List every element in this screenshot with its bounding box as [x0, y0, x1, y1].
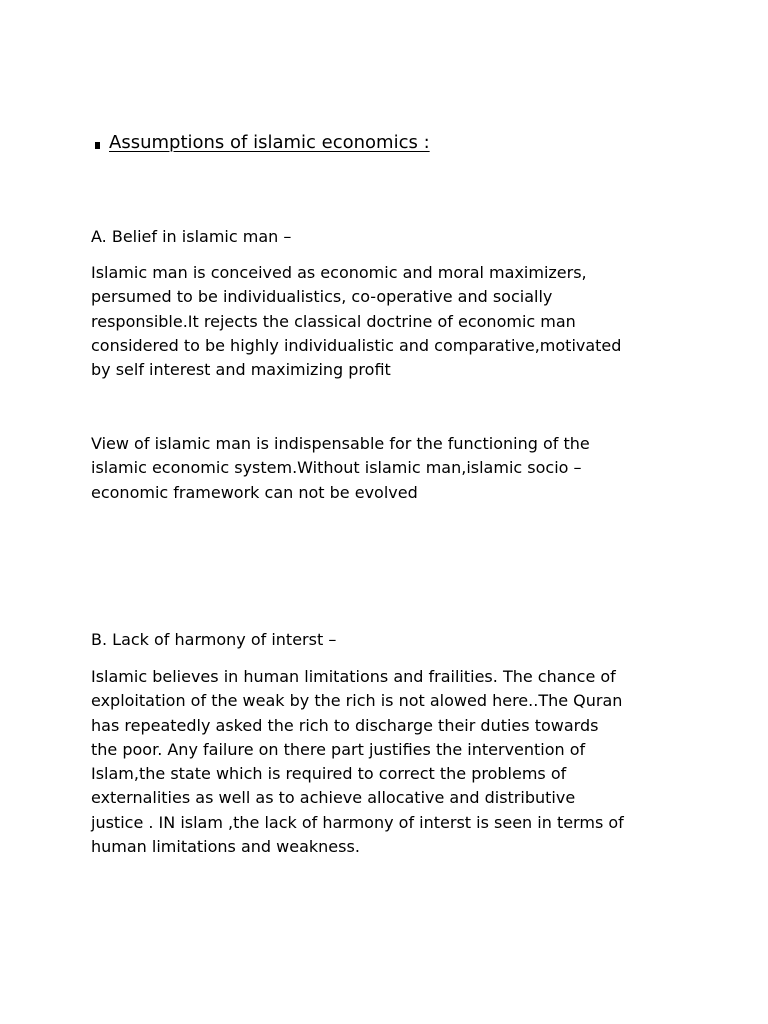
section-a-title: A. Belief in islamic man – — [91, 227, 292, 246]
section-b-title: B. Lack of harmony of interst – — [91, 630, 337, 649]
section-b-paragraph-1 — [91, 665, 691, 859]
text-line: View of islamic man is indispensable for the functioning of the — [91, 434, 590, 453]
text-line: persumed to be individualistics, co-operative and socially — [91, 287, 553, 307]
text-line: by self interest and maximizing profit — [91, 360, 391, 380]
text-line: islamic economic system.Without islamic man,islamic socio – — [91, 458, 582, 478]
section-a-paragraph-1 — [91, 261, 691, 382]
text-line: exploitation of the weak by the rich is not alowed here..The Quran — [91, 691, 623, 711]
document-heading — [91, 131, 430, 155]
text-line: Islamic believes in human limitations and frailities. The chance of — [91, 667, 616, 686]
text-line: the poor. Any failure on there part justifies the intervention of — [91, 739, 586, 759]
text-line: has repeatedly asked the rich to discharge their duties towards — [91, 715, 599, 735]
text-line: human limitations and weakness. — [91, 837, 360, 857]
text-line: considered to be highly individualistic and comparative,motivated — [91, 335, 622, 355]
bullet-icon — [95, 142, 100, 149]
text-line: Islamic man is conceived as economic and moral maximizers, — [91, 263, 587, 282]
heading-text: Assumptions of islamic economics : — [109, 132, 430, 153]
text-line: economic framework can not be evolved — [91, 482, 418, 502]
text-line: responsible.It rejects the classical doctrine of economic man — [91, 311, 576, 331]
text-line: Islam,the state which is required to correct the problems of — [91, 764, 567, 784]
text-line: justice . IN islam ,the lack of harmony of interst is seen in terms of — [91, 812, 624, 832]
section-a-paragraph-2 — [91, 432, 691, 505]
text-line: externalities as well as to achieve allocative and distributive — [91, 788, 576, 808]
